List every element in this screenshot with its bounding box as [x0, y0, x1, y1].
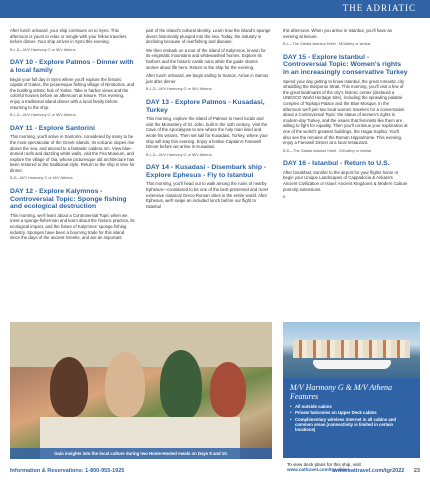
- column-1: [10, 28, 135, 244]
- reservations-info: Information & Reservations: 1-800-955-1925: [10, 468, 125, 474]
- col2-p3-meals: B,L,D—M/V Harmony G or M/V Athena: [146, 87, 212, 92]
- day16-title: DAY 16 - Istanbul - Return to U.S.: [283, 160, 390, 168]
- website-link[interactable]: www.oattravel.com/tgr2022: [333, 468, 405, 474]
- feature-item: • All outside cabins: [290, 404, 413, 409]
- ship-features-box: [283, 378, 420, 458]
- day12-body: This morning, we'll learn about a Controversial Topic when we meet a sponge-fisherman and learn about the historic practice, its ecological impact, and the future of Kalymnos' sponge fishing industry. Sponges have been a booming trade for this island since the days of the ancient Greeks, and are an important: [10, 212, 135, 241]
- column-2: [146, 28, 271, 212]
- deck-plans-text: To view deck plans for this ship, visit: [287, 462, 361, 467]
- header-bar: [0, 0, 430, 18]
- day11-title: DAY 11 - Explore Santorini: [10, 124, 95, 132]
- column-3: [283, 28, 408, 207]
- page-footer: [10, 468, 420, 478]
- deck-plans-link[interactable]: www.oattravel.com/tgr-ships: [287, 467, 350, 473]
- day10-meals: B,L,D—M/V Harmony G or M/V Athena: [10, 113, 76, 118]
- day13-meals: B,L,D—M/V Harmony G or M/V Athena: [146, 152, 212, 157]
- day15-body: Spend your day getting to know Istanbul, the great romantic city straddling the Bosporus Strait. This morning, you'll visit a few of the great landmarks of the city's historic center (declared a UNESCO World Heritage Site), including the sprawling palatial complex of Topkapi Palace and the Blue Mosque. In the afternoon we'll join two local women travelers for a conversation about a Controversial Topic: the status of women's rights in modern-day Turkey, and the issues that feminists like them are willing to fight for equality. Then you'll continue your exploration at one of the world's greatest buildings, the Hagia Sophia. You'll also see the remains of the Roman Hippodrome. This evening, enjoy a Farewell Dinner at a local restaurant.: [283, 78, 408, 146]
- day16-meals: B: [283, 195, 286, 200]
- features-list: [290, 404, 413, 432]
- harbor-town: [293, 340, 410, 358]
- ship-image: [313, 360, 391, 369]
- day16-body: After breakfast, transfer to the airport for your flights home or begin your Unique Landscapes of Cappadocia & Ankara's Ancient Civilization or Israel: Ancient Kingdoms & Modern Culture post-trip extensions.: [283, 169, 408, 192]
- intro-text: After lunch onboard, your ship continues on to Symi. This afternoon is yours to relax or mingle with your fellow travelers before dinner. Your ship arrives in Symi this evening.: [10, 28, 127, 45]
- harbor-ship-photo: [283, 322, 420, 378]
- day12-title: DAY 12 - Explore Kalymnos - Controversial Topic: Sponge fishing and ecological destruction: [10, 188, 127, 211]
- person-figure: [105, 352, 145, 417]
- photo-caption: Gain insights into the local culture during two Home-Hosted meals on Days 8 and 10.: [10, 448, 272, 459]
- footer-right: [333, 468, 420, 474]
- day10-title: DAY 10 - Explore Patmos - Dinner with a local family: [10, 59, 134, 74]
- feature-item: • Complimentary wireless internet in all cabins and common areas (connectivity is limited in certain locations): [290, 417, 413, 433]
- col2-p3: After lunch onboard, we begin sailing to Samos. Arrive in Samos just after dinner.: [146, 73, 269, 84]
- col3-p1-meals: B,L—The Galata Istanbul Hotel - MGallery or similar: [283, 42, 371, 47]
- meals-line: B,L,D—M/V Harmony G or M/V Athena: [10, 47, 76, 52]
- day11-meals: B,D—M/V Harmony G or M/V Athena: [10, 176, 73, 181]
- person-figure: [160, 350, 202, 420]
- day14-body: This morning, you'll head out to walk among the ruins of nearby Ephesus—considered to be one of the best-preserved and most extensive classical Greco-Roman cities in the entire world. After Ephesus, we'll swipe an included lunch before our flight to Istanbul: [146, 181, 268, 209]
- day11-body: This morning, you'll arrive in Santorini, considered by many to be the most spectacular of the Greek islands. Its volcanic slopes rise above the sea, and ascend to a fantastic caldera rim. View blue-domed roofs and dazzling white walls, visit the Fira Museum, and explore the village of Oia, whose picturesque old architecture has been restored to the traditional style. Return to the ship in time for dinner.: [10, 134, 135, 173]
- day10-body: Begin your full day in Symi where you'll explore the historic capital of Gialos, the picturesque fishing village of Nimborios, and the bustling artistic hub of Yialos. Take in harbor views and the colorful houses before an afternoon at leisure. This evening, enjoy a traditional island dinner with a local family before returning to the ship.: [10, 76, 135, 110]
- day13-body: This morning, explore the island of Patmos to meet locals and visit the Monastery of St. John, built in the 11th century. Visit the Cave of the Apocalypse to see where the holy man lived and wrote his visions. Then set sail for Kusadasi, Turkey, where your ship will stay this evening. Enjoy a festive Captain's Farewell Dinner before we arrive in Kusadasi.: [146, 116, 268, 150]
- photo-wall: [10, 322, 272, 367]
- col2-p2: We then embark on a tour of the island of Kalymnos, known for its enigmatic mountains and whitewashed homes. Explore its harbors and the historic castle ruins while the guide shares stories about life here. Return to the ship for the evening.: [146, 47, 266, 70]
- page-number: 23: [413, 468, 420, 474]
- day13-title: DAY 13 - Explore Patmos - Kusadasi, Turkey: [146, 98, 265, 114]
- day15-meals: B,D—The Galata Istanbul Hotel - MGallery or similar: [283, 148, 372, 153]
- day15-title: DAY 15 - Explore Istanbul - Controversial Topic: Women's rights in an increasingly conservative Turkey: [283, 53, 408, 76]
- col3-p1: this afternoon. When you arrive in Istanbul, you'll have an evening at leisure.: [283, 28, 393, 39]
- feature-item: • Private balconies on Upper Deck cabins: [290, 410, 413, 415]
- brand-title: THE ADRIATIC: [342, 3, 416, 13]
- col2-p1: part of the island's cultural identity. Learn how the island's sponge divers historically plunged into the sea. Today, the industry is declining because of overfishing and disease.: [146, 28, 271, 45]
- day14-title: DAY 14 - Kusadasi - Disembark ship - Explore Ephesus - Fly to Istanbul: [146, 164, 267, 179]
- family-dinner-photo: [10, 322, 272, 459]
- person-figure: [50, 357, 88, 417]
- features-title: M/V Harmony G & M/V Athena Features: [290, 383, 392, 401]
- person-figure: [210, 362, 246, 417]
